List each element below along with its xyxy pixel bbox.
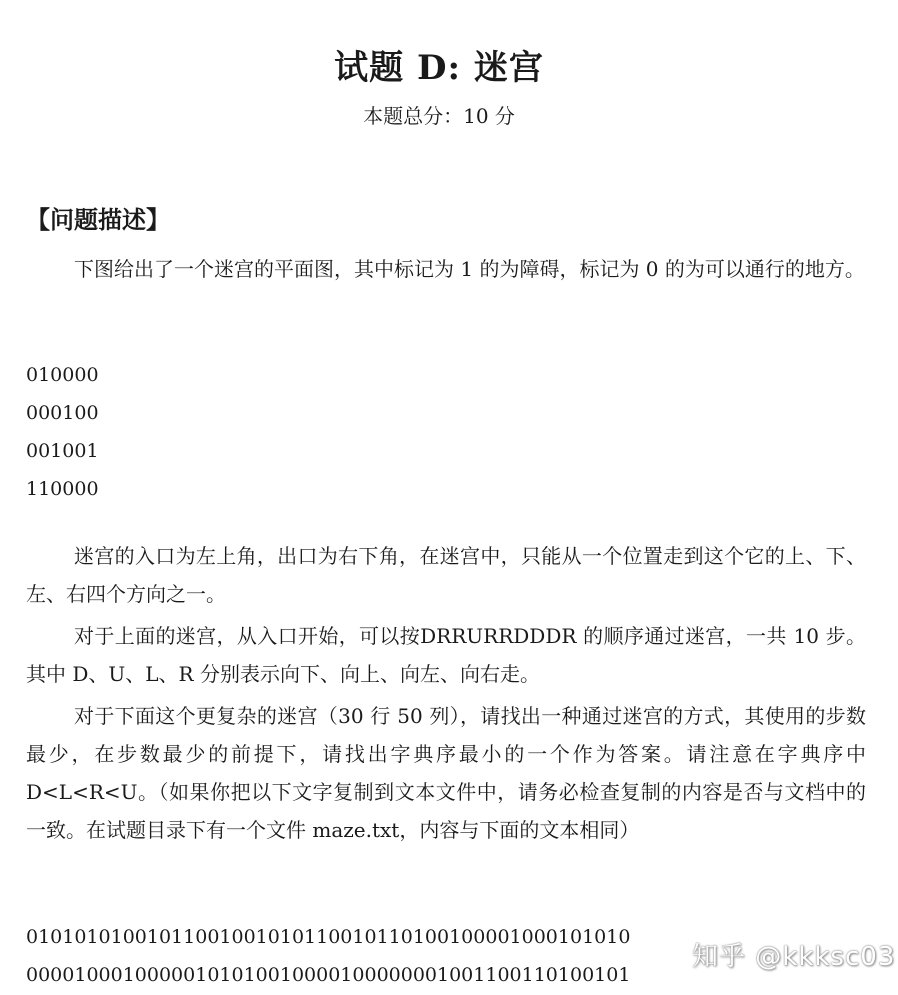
zhihu-watermark: 知乎 @kkksc03 <box>692 942 896 972</box>
small-maze-row: 000100 <box>26 402 99 424</box>
big-maze-row: 01010101001011001001010110010110100100001000101010 <box>26 926 631 948</box>
small-maze-grid <box>26 356 99 508</box>
problem-title: 试题 D: 迷宫 <box>334 48 544 88</box>
small-maze-row: 110000 <box>26 478 99 500</box>
paragraph-example: 对于上面的迷宫，从入口开始，可以按DRRURRDDDR 的顺序通过迷宫，一共 10 步。其中 D、U、L、R 分别表示向下、向上、向左、向右走。 <box>26 624 866 686</box>
paragraph-movement: 迷宫的入口为左上角，出口为右下角，在迷宫中，只能从一个位置走到这个它的上、下、左、右四个方向之一。 <box>26 544 866 606</box>
small-maze-row: 001001 <box>26 440 99 462</box>
big-maze-grid <box>26 918 630 994</box>
problem-score: 本题总分：10 分 <box>363 104 515 128</box>
small-maze-row: 010000 <box>26 364 99 386</box>
section-heading-problem-description: 【问题描述】 <box>26 206 170 234</box>
paragraph-intro: 下图给出了一个迷宫的平面图，其中标记为 1 的为障碍，标记为 0 的为可以通行的地方。 <box>74 257 865 281</box>
big-maze-row: 00001000100000101010010000100000001001100110100101 <box>26 964 631 986</box>
paragraph-task: 对于下面这个更复杂的迷宫（30 行 50 列），请找出一种通过迷宫的方式，其使用的步数最少，在步数最少的前提下，请找出字典序最小的一个作为答案。请注意在字典序中D<L<R<U。（如果你把以下文字复制到文本文件中，请务必检查复制的内容是否与文档中的一致。在试题目录下有一个文件 maze.txt，内容与下面的文本相同） <box>26 704 866 842</box>
